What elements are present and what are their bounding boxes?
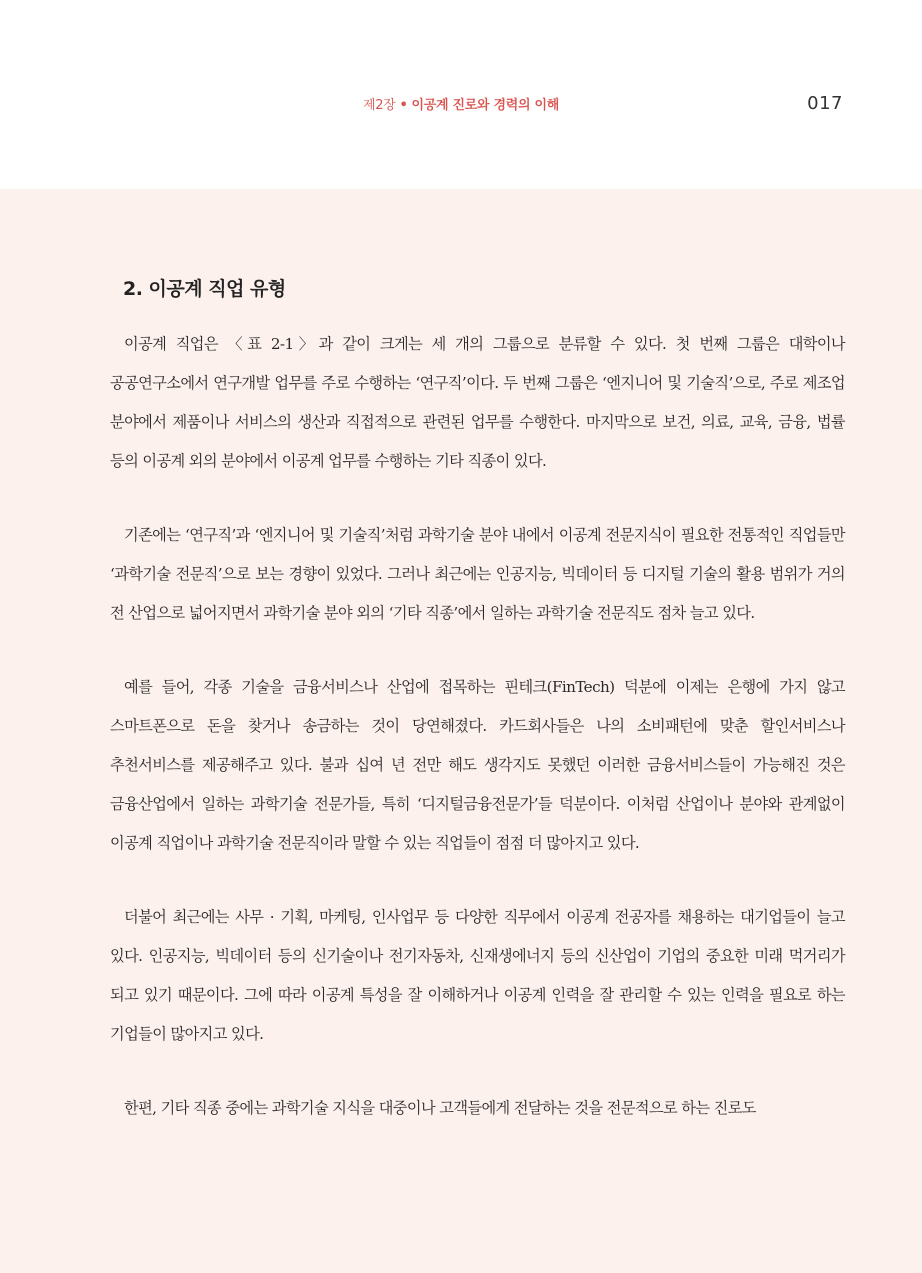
chapter-title: 이공계 진로와 경력의 이해 (411, 98, 560, 113)
header-separator: • (399, 98, 408, 113)
paragraph: 한편, 기타 직종 중에는 과학기술 지식을 대중이나 고객들에게 전달하는 것을 전문적으로 하는 진로도 (124, 1099, 756, 1117)
body-text (110, 325, 845, 1163)
paragraph: 예를 들어, 각종 기술을 금융서비스나 산업에 접목하는 핀테크(FinTech) 덕분에 이제는 은행에 가지 않고 스마트폰으로 돈을 찾거나 송금하는 것이 당연해졌다. 카드회사들은 나의 소비패턴에 맞춘 할인서비스나 추천서비스를 제공해주고 있다. 불과 십여 년 전만 해도 생각지도 못했던 이러한 금융서비스들이 가능해진 것은 금융산업에서 일하는 과학기술 전문가들, 특히 ‘디지털금융전문가’들 덕분이다. 이처럼 산업이나 분야와 관계없이 이공계 직업이나 과학기술 전문직이라 말할 수 있는 직업들이 점점 더 많아지고 있다. (110, 678, 845, 852)
paragraph: 더불어 최근에는 사무 · 기획, 마케팅, 인사업무 등 다양한 직무에서 이공계 전공자를 채용하는 대기업들이 늘고 있다. 인공지능, 빅데이터 등의 신기술이나 전기자동차, 신재생에너지 등의 신산업이 기업의 중요한 미래 먹거리가 되고 있기 때문이다. 그에 따라 이공계 특성을 잘 이해하거나 이공계 인력을 잘 관리할 수 있는 인력을 필요로 하는 기업들이 많아지고 있다. (110, 908, 846, 1043)
page-header (0, 0, 922, 189)
paragraph: 기존에는 ‘연구직’과 ‘엔지니어 및 기술직’처럼 과학기술 분야 내에서 이공계 전문지식이 필요한 전통적인 직업들만 ‘과학기술 전문직’으로 보는 경향이 있었다. 그러나 최근에는 인공지능, 빅데이터 등 디지털 기술의 활용 범위가 거의 전 산업으로 넓어지면서 과학기술 분야 외의 ‘기타 직종’에서 일하는 과학기술 전문직도 점차 늘고 있다. (110, 526, 845, 622)
section-heading: 2. 이공계 직업 유형 (123, 278, 286, 300)
chapter-label: 제2장 (362, 98, 396, 113)
page-content (0, 189, 922, 1273)
paragraph: 이공계 직업은 〈표 2-1〉과 같이 크게는 세 개의 그룹으로 분류할 수 있다. 첫 번째 그룹은 대학이나 공공연구소에서 연구개발 업무를 주로 수행하는 ‘연구직’이다. 두 번째 그룹은 ‘엔지니어 및 기술직’으로, 주로 제조업 분야에서 제품이나 서비스의 생산과 직접적으로 관련된 업무를 수행한다. 마지막으로 보건, 의료, 교육, 금융, 법률 등의 이공계 외의 분야에서 이공계 업무를 수행하는 기타 직종이 있다. (110, 335, 845, 470)
running-head (0, 94, 922, 113)
page-number: 017 (807, 93, 843, 114)
